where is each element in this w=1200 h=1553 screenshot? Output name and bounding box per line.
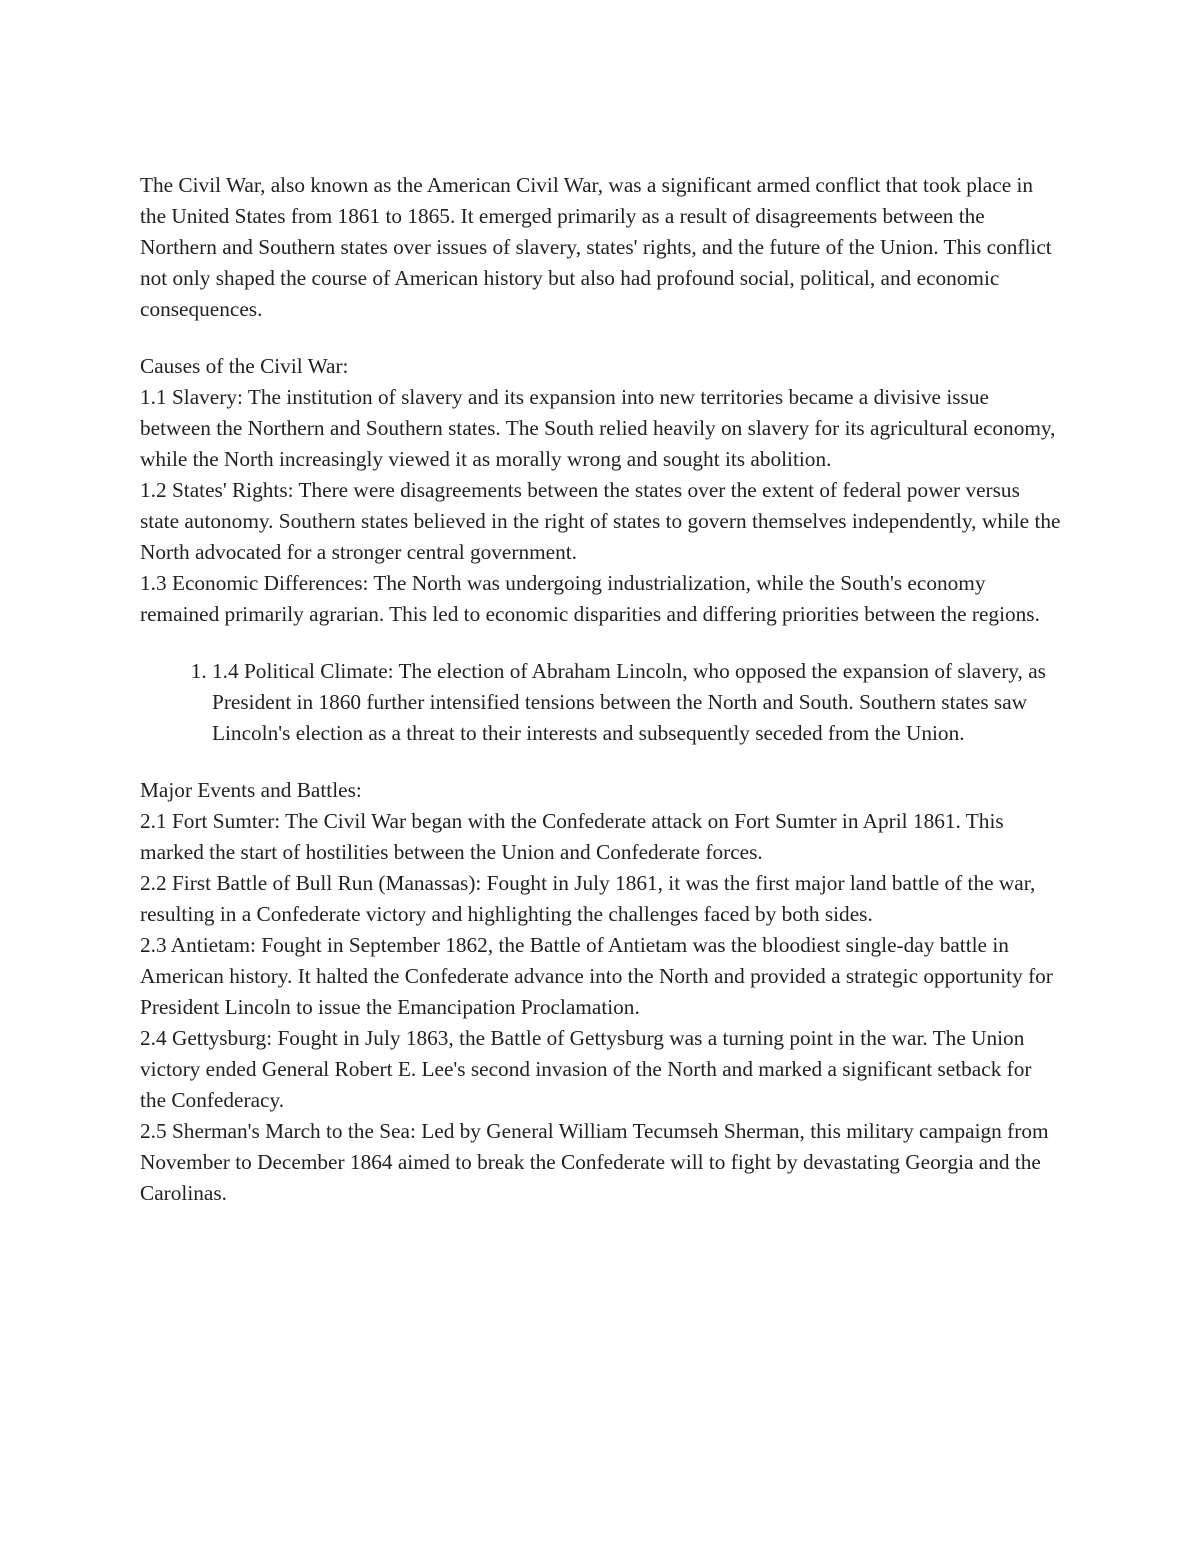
causes-heading: Causes of the Civil War: xyxy=(140,354,349,378)
event-item-fort-sumter: 2.1 Fort Sumter: The Civil War began with the Confederate attack on Fort Sumter in April 1861. This marked the start of hostilities between the Union and Confederate forces. xyxy=(140,809,1004,864)
cause-item-political-climate: 1. 1.4 Political Climate: The election of Abraham Lincoln, who opposed the expansion of slavery, as President in 1860 further intensified tensions between the North and South. Southern states saw Lincoln's election as a threat to their interests and subsequently seceded from the Union. xyxy=(212,656,1062,749)
events-heading: Major Events and Battles: xyxy=(140,778,362,802)
numbered-list xyxy=(140,656,1062,749)
intro-paragraph: The Civil War, also known as the American Civil War, was a significant armed conflict that took place in the United States from 1861 to 1865. It emerged primarily as a result of disagreements between the Northern and Southern states over issues of slavery, states' rights, and the future of the Union. This conflict not only shaped the course of American history but also had profound social, political, and economic consequences. xyxy=(140,173,1052,321)
event-item-antietam: 2.3 Antietam: Fought in September 1862, the Battle of Antietam was the bloodiest single-day battle in American history. It halted the Confederate advance into the North and provided a strategic opportunity for President Lincoln to issue the Emancipation Proclamation. xyxy=(140,933,1053,1019)
cause-item-states-rights: 1.2 States' Rights: There were disagreements between the states over the extent of federal power versus state autonomy. Southern states believed in the right of states to govern themselves independently, while the North advocated for a stronger central government. xyxy=(140,478,1061,564)
event-item-bull-run: 2.2 First Battle of Bull Run (Manassas): Fought in July 1861, it was the first major land battle of the war, resulting in a Confederate victory and highlighting the challenges faced by both sides. xyxy=(140,871,1036,926)
paragraph-spacer xyxy=(140,630,1062,656)
paragraph-spacer xyxy=(140,749,1062,775)
event-item-gettysburg: 2.4 Gettysburg: Fought in July 1863, the Battle of Gettysburg was a turning point in the war. The Union victory ended General Robert E. Lee's second invasion of the North and marked a significant setback for the Confederacy. xyxy=(140,1026,1032,1112)
paragraph-spacer xyxy=(140,325,1062,351)
cause-item-slavery: 1.1 Slavery: The institution of slavery and its expansion into new territories became a divisive issue between the Northern and Southern states. The South relied heavily on slavery for its agricultural economy, while the North increasingly viewed it as morally wrong and sought its abolition. xyxy=(140,385,1056,471)
cause-item-economic-differences: 1.3 Economic Differences: The North was undergoing industrialization, while the South's economy remained primarily agrarian. This led to economic disparities and differing priorities between the regions. xyxy=(140,571,1040,626)
event-item-shermans-march: 2.5 Sherman's March to the Sea: Led by General William Tecumseh Sherman, this military campaign from November to December 1864 aimed to break the Confederate will to fight by devastating Georgia and the Carolinas. xyxy=(140,1119,1049,1205)
